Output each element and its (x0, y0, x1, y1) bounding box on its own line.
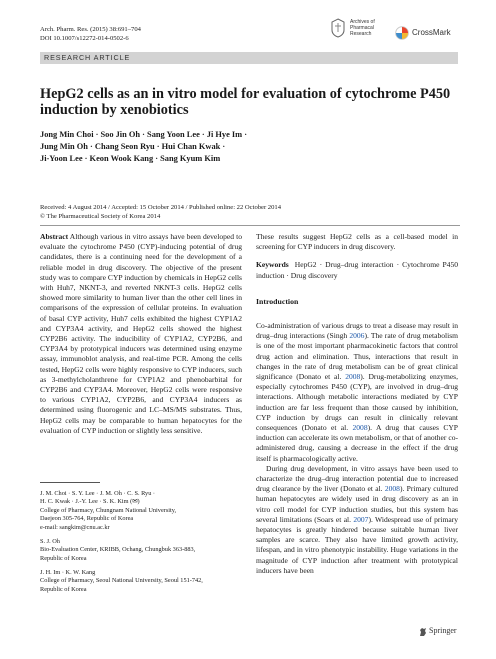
author-line: Jung Min Oh · Chang Seon Ryu · Hui Chan Kwak · (40, 142, 226, 151)
publisher-logo (418, 626, 468, 638)
abstract-continued: These results suggest HepG2 cells as a cell-based model in screening for CYP inducers in drug discovery. (256, 232, 458, 252)
journal-emblem-icon (330, 18, 346, 38)
affiliation-line: College of Pharmacy, Seoul National University, Seoul 151-742, (40, 577, 203, 585)
intro-text: ). Drug-metabolizing enzymes, especially cytochromes P450 (CYP), are involved in drug–drug interactions. Although metabolic interactions mediated by CYP induction are far less frequent than those caused by inhibition, CYP induction by drugs can result in clinically relevant consequences (Donato et al. (256, 372, 458, 433)
crossmark-label: CrossMark (412, 28, 451, 37)
footnote-divider (40, 482, 100, 483)
publication-history: Received: 4 August 2014 / Accepted: 15 October 2014 / Published online: 22 October 2014 (40, 204, 281, 211)
introduction-heading: Introduction (256, 296, 299, 306)
citation-link[interactable]: 2008 (345, 372, 361, 382)
publication-dates (40, 203, 281, 221)
intro-paragraph-1 (256, 321, 458, 464)
article-title: HepG2 cells as an in vitro model for evaluation of cytochrome P450 induction by xenobiotics (40, 86, 451, 118)
affiliation-block (40, 490, 250, 532)
affiliation-line: Republic of Korea (40, 585, 87, 593)
publisher-name: Springer (429, 626, 457, 635)
affiliation-line: J. H. Im · K. W. Kang (40, 569, 96, 576)
section-banner (40, 52, 458, 64)
affiliation-line: H. C. Kwak · J.-Y. Lee · S. K. Kim (✉) (40, 498, 140, 506)
crossmark-button[interactable] (395, 26, 465, 42)
citation-link[interactable]: 2006 (349, 331, 365, 341)
citation-link[interactable]: 2008 (352, 423, 368, 433)
affiliation-block (40, 569, 250, 594)
affiliation-line: Daejeon 305-764, Republic of Korea (40, 515, 134, 523)
intro-text: ). Widespread use of primary hepatocytes is greatly hindered because suitable human liver samples are scarce. They also have limited growth activity, lifespan, and in vitro phenotypic instability. Huge variations in the magnitude of CYP induction after treatment with prototypical inducers have been (256, 514, 458, 575)
affiliation-block (40, 538, 250, 563)
journal-logo-line-2: Pharmacal (350, 25, 374, 31)
affiliation-line: Republic of Korea (40, 554, 87, 562)
intro-text: ). Primary cultured human hepatocytes are widely used in drug discovery as an in vitro cell model for CYP induction studies, but this system has several limitations (Soars et al. (256, 484, 459, 524)
intro-text: Co-administration of various drugs to treat a disease may result in drug–drug interactions (Singh (256, 321, 458, 341)
abstract-paragraph (40, 232, 242, 436)
abstract-section (40, 232, 242, 436)
crossmark-icon (395, 26, 409, 40)
affiliation-line: Bio-Evaluation Center, KRIBB, Ochang, Chungbuk 363-883, (40, 546, 196, 554)
copyright-line: © The Pharmaceutical Society of Korea 2014 (40, 213, 161, 220)
abstract-label: Abstract (40, 232, 69, 241)
intro-text: ). The rate of drug metabolism is one of the most important pharmacokinetic factors that control drug action and elimination. Thus, interactions that result in changes in the rate of drug metabolism can be of great clinical significance (Donato et al. (256, 331, 459, 382)
author-line: Ji-Yoon Lee · Keon Wook Kang · Sang Kyum Kim (40, 154, 221, 163)
journal-logo[interactable] (330, 16, 390, 42)
keywords (256, 260, 458, 280)
intro-text: During drug development, in vitro assays have been used to characterize the drug–drug interaction potential due to increased drug clearance by the liver (Donato et al. (256, 463, 458, 494)
affiliation-line: College of Pharmacy, Chungnam National University, (40, 506, 177, 514)
journal-logo-line-1: Archives of (350, 19, 375, 25)
right-column (256, 232, 458, 576)
section-label: RESEARCH ARTICLE (44, 53, 131, 62)
abstract-text: Although various in vitro assays have been developed to evaluate the cytochrome P450 (CYP)-inducing potential of drug candidates, there is a continuing need for the development of a reliable model in drug discovery. The objective of the present study was to compare CYP induction by chemicals in HepG2 cells with Huh7, NKNT-3, and reverted NKNT-3 cells. HepG2 cells showed more similarity to human liver than the other cell lines in comparisons of the expression of cellular proteins. In evaluation of basal CYP activity, Huh7 cells exhibited the highest CYP1A2 and CYP3A4 activity, and HepG2 cells showed the highest CYP2B6 activity. The inducibility of CYP1A2, CYP2B6, and CYP3A4 by prototypical inducers was determined using enzyme assay, immunoblot analysis, and real-time PCR. Among the cells tested, HepG2 cells were highly responsive to CYP inducers, such as 3-methylcholanthrene for CYP1A2 and phenobarbital for CYP2B6 and CYP3A4. Moreover, HepG2 cells were responsive to various CYP1A2, CYP2B6, and CYP3A4 inducers as determined using fluorogenic and LC–MS/MS substrates. Thus, HepG2 cells may be comparable to human hepatocytes for the evaluation of CYP induction or slightly less sensitive. (40, 232, 242, 435)
affiliation-line: J. M. Choi · S. Y. Lee · J. M. Oh · C. S. Ryu · (40, 490, 156, 497)
journal-logo-line-3: Research (350, 31, 372, 37)
author-line: Jong Min Choi · Soo Jin Oh · Sang Yoon Lee · Ji Hye Im · (40, 130, 248, 139)
affiliation-line: S. J. Oh (40, 538, 60, 545)
divider (40, 225, 460, 226)
email-link[interactable]: e-mail: sangkim@cnu.ac.kr (40, 523, 110, 531)
intro-paragraph-2 (256, 464, 458, 576)
journal-citation: Arch. Pharm. Res. (2015) 38:691–704 (40, 26, 141, 33)
author-list (40, 129, 460, 165)
journal-meta (40, 25, 141, 43)
intro-text: ). A drug that causes CYP induction can accelerate its own metabolism, or that of another co-administered drug, causing a decrease in the effect if the drug itself is pharmacologically active. (256, 423, 459, 463)
citation-link[interactable]: 2007 (353, 514, 369, 524)
keywords-text: HepG2 · Drug–drug interaction · Cytochrome P450 induction · Drug discovery (256, 260, 458, 280)
doi-link[interactable]: DOI 10.1007/s12272-014-0502-6 (40, 35, 129, 42)
springer-horse-icon (418, 627, 428, 637)
keywords-label: Keywords (256, 260, 289, 270)
citation-link[interactable]: 2008 (384, 484, 400, 494)
